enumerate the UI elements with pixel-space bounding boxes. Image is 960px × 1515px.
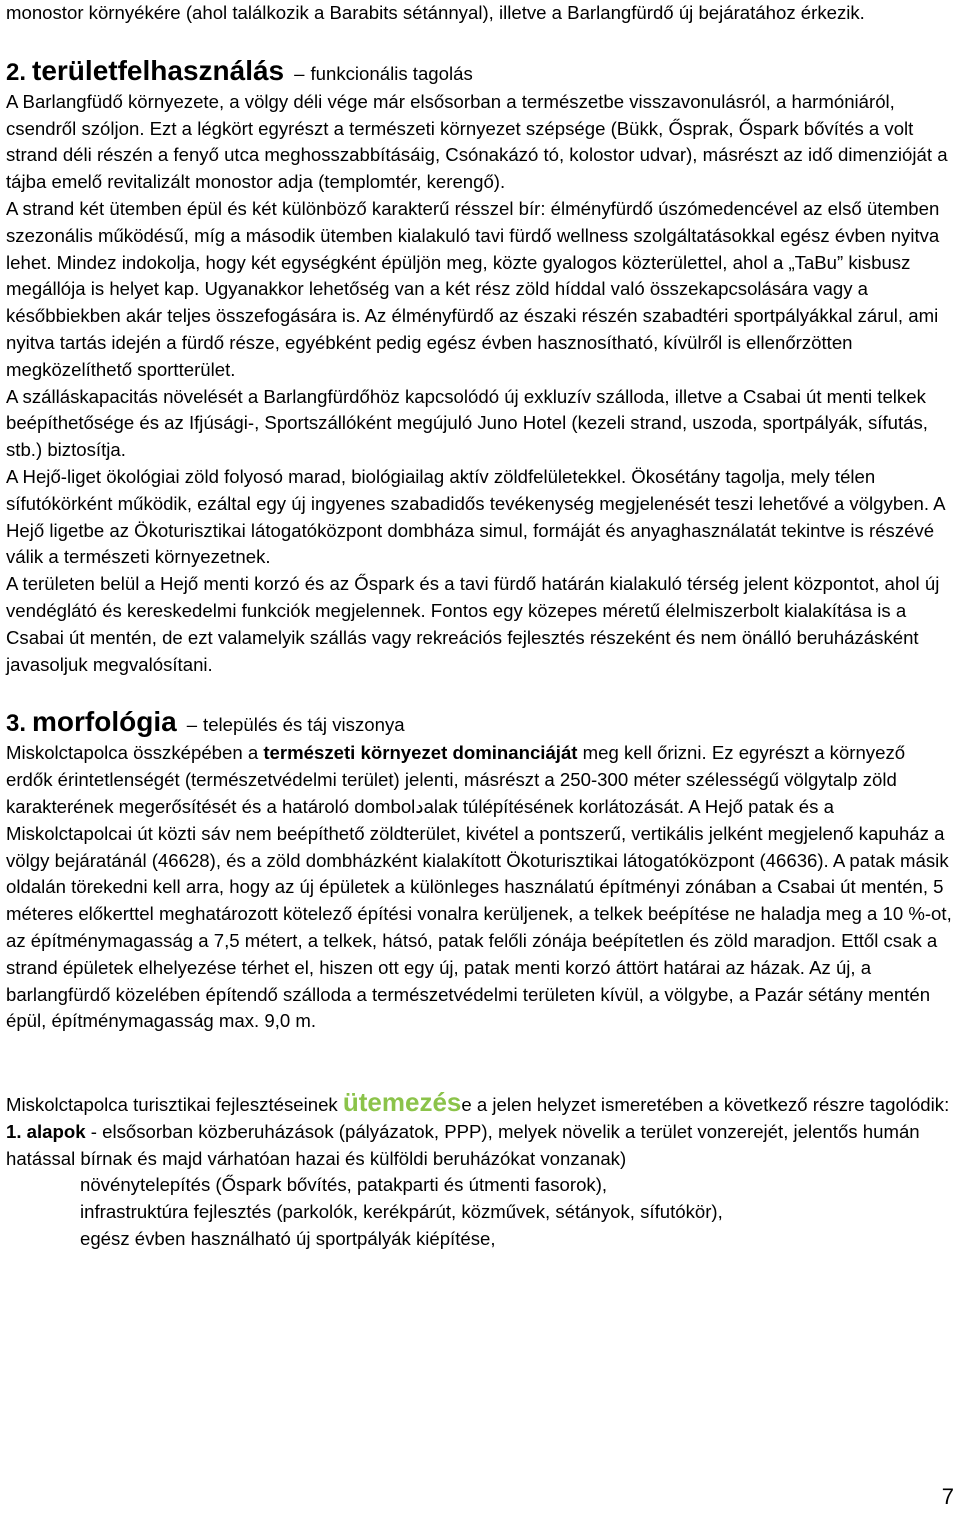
emphasis-text: természeti környezet dominanciáját — [263, 742, 578, 764]
section-2-paragraph: A Barlangfüdő környezete, a völgy déli vége már elsősorban a természetbe visszavonulásról, a harmóniáról, csendről szóljon. Ezt a légkört egyrészt a természeti környezet szépsége (Bükk, Ősprak, Őspark bővítés a volt strand déli részén a fenyő utca meghosszabbításáig, Csónakázó tó, kolostor udvar), másrészt az idő dimenzióját a tájba emelő revitalizált monostor adja (templomtér, kerengő). — [6, 90, 948, 193]
section-3-heading — [6, 707, 954, 740]
page-number: 7 — [941, 1484, 954, 1509]
section-2-paragraph: A strand két ütemben épül és két különböző karakterű résszel bír: élményfürdő úszómedencével az első ütemben szezonális működésű, míg a második ütemben kialakuló tavi fürdő wellness szolgáltatásokkal egész évben nyitva lehet. Mindez indokolja, hogy két egységként épüljön meg, közte gyalogos közterülettel, ahol a „TaBu” kisbusz megállója is helyet kap. Ugyanakkor lehetőség van a két rész zöld híddal való összekapcsolására vagy a későbbiekben akár teljes összefogására is. Az élményfürdő az északi részén szabadtéri sportpályákkal zárul, ami nyitva tartás idején a fürdő része, egyébként pedig egész évben hasznosítható, kívülről is ellenőrzötten megközelíthető sportterület. — [6, 197, 940, 380]
section-3-subtitle: település és táj viszonya — [203, 714, 405, 736]
schedule-intro: Miskolctapolca turisztikai fejlesztéseinek ütemezése a jelen helyzet ismeretében a következő részre tagolódik: — [6, 1087, 950, 1118]
list-item: növénytelepítés (Őspark bővítés, patakparti és útmenti fasorok), — [80, 1174, 608, 1196]
section-2-dash: – — [294, 62, 305, 84]
section-3-keyword: morfológia — [32, 706, 177, 738]
intro-paragraph: monostor környékére (ahol találkozik a Barabits sétánnyal), illetve a Barlangfürdő új bejáratához érkezik. — [6, 2, 865, 23]
section-2-heading — [6, 56, 954, 89]
section-3-number: 3. — [6, 710, 27, 738]
section-2-number: 2. — [6, 58, 27, 86]
section-2-paragraph: A Hejő-liget ökológiai zöld folyosó marad, biológiailag aktív zöldfelületekkel. Ökosétány tagolja, mely télen sífutókörként működik, ezáltal egy új ingyenes szabadidős tevékenység megjelenését teszi lehetővé a völgyben. A Hejő ligetbe az Ökoturisztikai látogatóközpont dombháza simul, formáját és anyaghasználatát tekintve is részévé válik a természeti környezetnek. — [6, 465, 945, 568]
document-page — [6, 0, 954, 1253]
section-3-paragraph: Miskolctapolca összképében a természeti környezet dominanciáját meg kell őrizni. Ez egyrészt a környező erdők érintetlenségét (természetvédelmi terület) jelenti, másrészt a 250-300 méter szélességű völgytalp zöld karakterének megerősítését és a határoló dombolدalak túlépítésének korlátozását. A Hejő patak és a Miskolctapolcai út közti sáv nem beépíthető zöldterület, kivétel a pontszerű, vertikális jelként megjelenő kapuház a völgy bejáratánál (46628), és a zöld dombházként kialakított Ökoturisztikai látogatóközpont (46636). A patak másik oldalán törekedni kell arra, hogy az új épületek a különleges használatú építményi zónában a Csabai út mentén, 5 méteres előkerttel meghatározott kötelező építési vonalra kerüljenek, a telkek beépítése ne haladja meg a 10 %-ot, az építménymagasság a 7,5 métert, a telkek, hátsó, patak felőli zónája beépítetlen és zöld maradjon. Ettől csak a strand épületek elhelyezése térhet el, hiszen ott egy új, patak menti korzó áttört határai az házak. Az új, a barlangfürdő közelében építendő szálloda a természetvédelmi területen kívül, a völgybe, a Pazár sétány mentén épül, építménymagasság max. 9,0 m. — [6, 742, 952, 1032]
list-item: egész évben használható új sportpályák kiépítése, — [80, 1228, 496, 1250]
section-2-subtitle: funkcionális tagolás — [310, 62, 473, 84]
schedule-item-1-label: 1. alapok — [6, 1120, 86, 1142]
schedule-item-1: 1. alapok - elsősorban közberuházások (pályázatok, PPP), melyek növelik a terület vonzerejét, jelentős humán hatással bírnak és majd várhatóan hazai és külföldi beruházókat vonzanak) — [6, 1120, 920, 1169]
section-3-dash: – — [186, 714, 198, 736]
section-2-paragraph: A szálláskapacitás növelését a Barlangfürdőhöz kapcsolódó új exkluzív szálloda, illetve a Csabai út menti telkek beépíthetősége és az Ifjúsági-, Sportszállóként megújuló Juno Hotel (kezeli strand, uszoda, sportpályák, sífutás, stb.) biztosítja. — [6, 385, 928, 461]
section-2-keyword: területfelhasználás — [32, 54, 285, 86]
section-2-paragraph: A területen belül a Hejő menti korzó és az Őspark és a tavi fürdő határán kialakuló térség jelent központot, ahol új vendéglátó és kereskedelmi funkciók megjelennek. Fontos egy közepes méretű élelmiszerbolt kialakítása is a Csabai út mentén, de ezt valamelyik szállás vagy rekreációs fejlesztés részeként és nem önálló beruházásként javasoljuk megvalósítani. — [6, 573, 940, 675]
schedule-keyword: ütemezés — [342, 1087, 462, 1118]
list-item: infrastruktúra fejlesztés (parkolók, kerékpárút, közművek, sétányok, sífutókör), — [80, 1201, 723, 1223]
